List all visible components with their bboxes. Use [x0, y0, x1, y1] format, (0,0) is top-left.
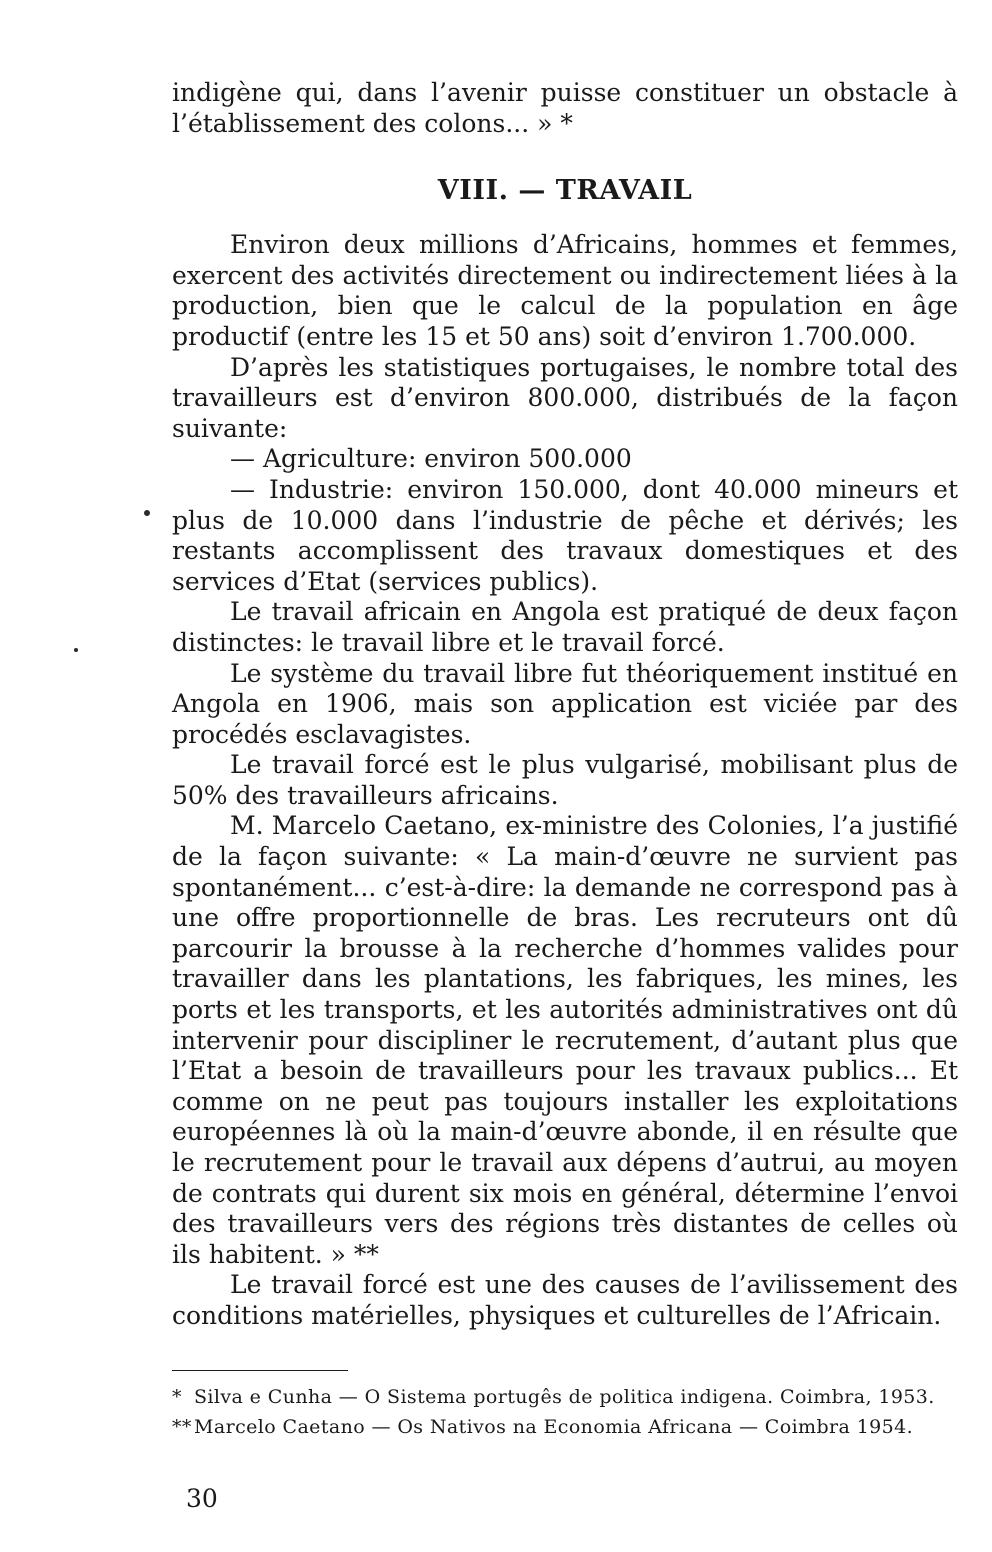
paragraph-two-forms: Le travail africain en Angola est pratiqué de deux façon distinctes: le travail libre et le travail forcé. — [172, 597, 958, 657]
paragraph-statistics: D’après les statistiques portugaises, le nombre total des travailleurs est d’environ 800.000, distribués de la façon suivante: — [172, 352, 958, 443]
page-number: 30 — [186, 1484, 218, 1513]
footnote-divider — [172, 1370, 348, 1371]
footnote-2-text: Marcelo Caetano — Os Nativos na Economia Africana — Coimbra 1954. — [194, 1415, 914, 1438]
list-item-industry: — Industrie: environ 150.000, dont 40.000 mineurs et plus de 10.000 dans l’industrie de pêche et dérivés; les restants accomplissent des travaux domestiques et des services d’Etat (services publics). — [172, 474, 958, 596]
paragraph-caetano-quote: M. Marcelo Caetano, ex-ministre des Colonies, l’a justifié de la façon suivante: « La main-d’œuvre ne survient pas spontanément... c’est-à-dire: la demande ne correspond pas à une offre proportionnelle de bras. Les recruteurs ont dû parcourir la brousse à la recherche d’hommes valides pour travailler dans les plantations, les fabriques, les mines, les ports et les transports, et les autorités administratives ont dû intervenir pour discipliner le recrutement, d’autant plus que l’Etat a besoin de travailleurs pour les travaux publics... Et comme on ne peut pas toujours installer les exploitations européennes là où la main-d’œuvre abonde, il en résulte que le recrutement pour le travail aux dépens d’autrui, au moyen de contrats qui durent six mois en général, détermine l’envoi des travailleurs vers des régions très distantes de celles où ils habitent. » ** — [172, 811, 958, 1269]
footnote-2 — [172, 1415, 958, 1439]
footnote-1-text: Silva e Cunha — O Sistema portugês de politica indigena. Coimbra, 1953. — [194, 1385, 935, 1408]
footnote-1-mark: * — [172, 1385, 182, 1408]
scan-speck — [144, 510, 150, 516]
paragraph-free-labour: Le système du travail libre fut théoriquement institué en Angola en 1906, mais son application est viciée par des procédés esclavagistes. — [172, 658, 958, 749]
section-heading: VIII. — TRAVAIL — [437, 175, 693, 207]
list-item-agriculture: — Agriculture: environ 500.000 — [230, 444, 632, 474]
paragraph-workforce: Environ deux millions d’Africains, hommes et femmes, exercent des activités directement ou indirectement liées à la production, bien que le calcul de la population en âge productif (entre les 15 et 50 ans) soit d’environ 1.700.000. — [172, 230, 958, 351]
paragraph-conclusion: Le travail forcé est une des causes de l’avilissement des conditions matérielles, physiques et culturelles de l’Africain. — [172, 1270, 958, 1330]
page-content — [172, 78, 958, 1445]
intro-text: indigène qui, dans l’avenir puisse constituer un obstacle à l’établissement des colons... » * — [172, 78, 958, 138]
paragraph-forced-labour: Le travail forcé est le plus vulgarisé, mobilisant plus de 50% des travailleurs africains. — [172, 750, 958, 810]
scan-speck — [74, 648, 78, 652]
footnote-1 — [172, 1385, 958, 1409]
footnote-2-mark: ** — [172, 1415, 192, 1438]
